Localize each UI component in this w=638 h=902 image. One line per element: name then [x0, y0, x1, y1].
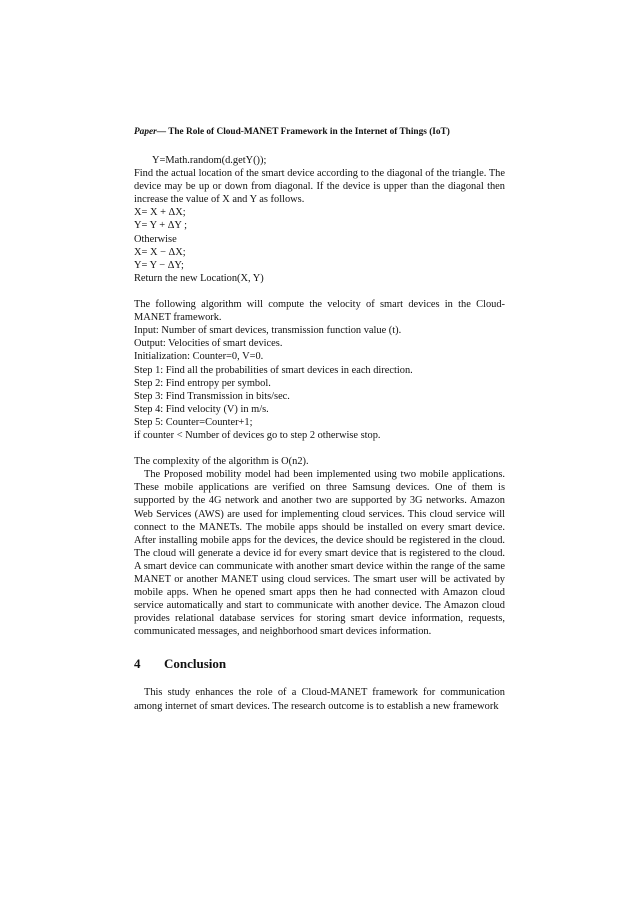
header-dash: —	[156, 127, 167, 137]
running-header	[134, 127, 514, 137]
algo1-line: Y= Y + ΔY ;	[134, 220, 188, 232]
section-title: Conclusion	[164, 656, 227, 672]
conclusion-paragraph: This study enhances the role of a Cloud-MANET framework for communication among internet of smart devices. The research outcome is to establish a new framework	[134, 687, 505, 712]
page-body	[134, 154, 505, 713]
algo2-line: Step 3: Find Transmission in bits/sec.	[134, 390, 290, 402]
algo1-line: Y= Y − ΔY;	[134, 259, 184, 271]
algo2-line: Input: Number of smart devices, transmission function value (t).	[134, 325, 402, 337]
header-paper-label: Paper	[134, 127, 157, 137]
algo2-line: Step 1: Find all the probabilities of smart devices in each direction.	[134, 364, 413, 376]
section-number: 4	[134, 656, 141, 672]
spacer	[134, 442, 505, 455]
complexity-line: The complexity of the algorithm is O(n2).	[134, 456, 309, 468]
algo2-line: if counter < Number of devices go to step 2 otherwise stop.	[134, 429, 381, 441]
algo1-line: X= X − ΔX;	[134, 246, 186, 258]
algo2-line: Step 5: Counter=Counter+1;	[134, 416, 253, 428]
algo2-line: Initialization: Counter=0, V=0.	[134, 351, 264, 363]
header-title: The Role of Cloud-MANET Framework in the Internet of Things (IoT)	[168, 127, 450, 137]
algo2-line: Output: Velocities of smart devices.	[134, 338, 283, 350]
algo1-line: Otherwise	[134, 233, 177, 245]
algo2-line: Step 4: Find velocity (V) in m/s.	[134, 403, 269, 415]
section-heading	[134, 656, 505, 672]
algo1-line: Return the new Location(X, Y)	[134, 272, 264, 284]
code-line: Y=Math.random(d.getY());	[152, 155, 267, 166]
location-description: Find the actual location of the smart device according to the diagonal of the triangle. The device may be up or down from diagonal. If the device is upper than the diagonal then increase the value of X and Y as follows.	[134, 168, 505, 206]
body-paragraph: The Proposed mobility model had been implemented using two mobile applications. These mobile applications are verified on three Samsung devices. One of them is supported by the 4G network and another two are supported by 3G networks. Amazon Web Services (AWS) are used for implementing cloud services. This cloud service will connect to the MANETs. The mobile apps should be installed on every smart device. After installing mobile apps for the devices, the device should be registered in the cloud. The cloud will generate a device id for every smart device that is registered to the cloud. A smart device can communicate with another smart device within the range of the same MANET or another MANET using cloud services. The smart user will be activated by mobile apps. When he opened smart apps then he had connected with Amazon cloud service automatically and start to communicate with another device. The Amazon cloud provides relational database services for storing smart device information, requests, communicated messages, and neighborhood smart devices information.	[134, 469, 505, 638]
algo1-line: X= X + ΔX;	[134, 207, 186, 219]
velocity-intro: The following algorithm will compute the velocity of smart devices in the Cloud-MANET framework.	[134, 299, 505, 324]
spacer	[134, 285, 505, 298]
algo2-line: Step 2: Find entropy per symbol.	[134, 377, 271, 389]
